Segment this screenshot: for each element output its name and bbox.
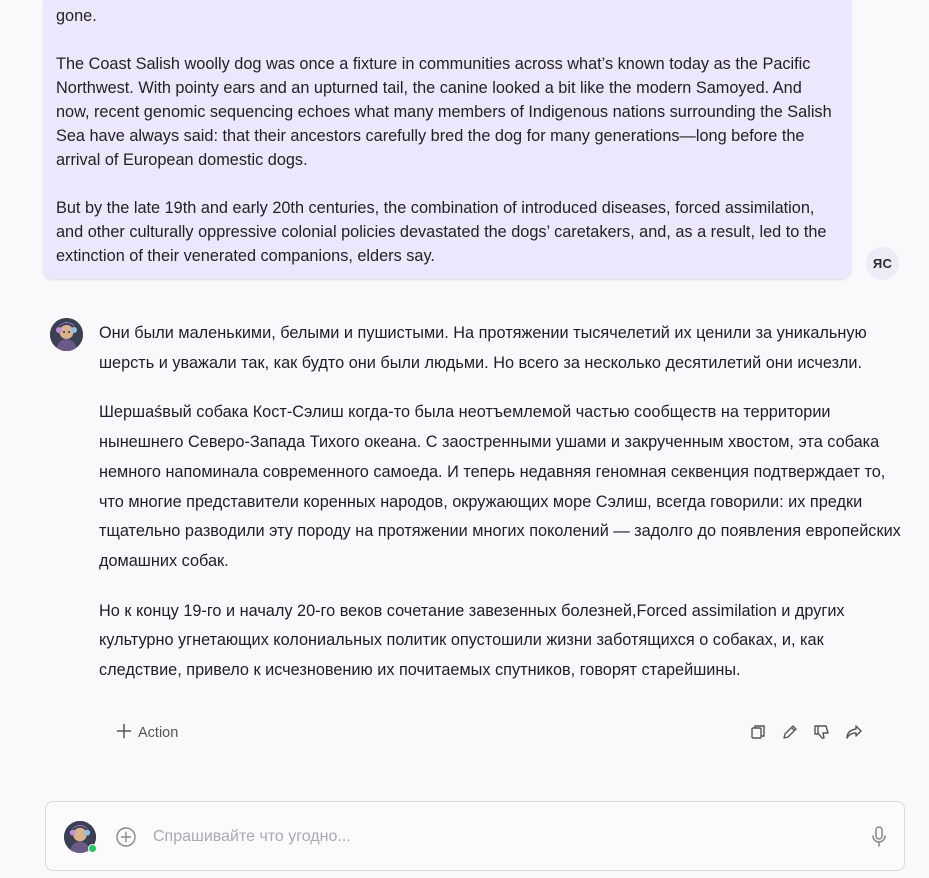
thumbs-down-icon[interactable] — [812, 721, 832, 743]
plus-icon — [116, 723, 132, 743]
assistant-message-paragraph: Шершаśвый собака Кост-Сэлиш когда-то была неотъемлемой частью сообществ на территории нынешнего Северо-Запада Тихого океана. С заостренными ушами и закрученным хвостом, эта собака немного напоминала современного самоеда. И теперь недавняя геномная секвенция подтверждает то, что многие представители коренных народов, окружающих море Сэлиш, всегда говорили: их предки тщательно разводили эту породу на протяжении многих поколений — задолго до появления европейских домашних собак. — [99, 403, 901, 570]
add-icon[interactable] — [115, 826, 137, 848]
edit-icon[interactable] — [780, 721, 800, 743]
user-avatar: ЯС — [866, 247, 899, 280]
online-status-dot — [88, 844, 97, 853]
user-message-bubble — [43, 0, 851, 279]
action-label: Action — [138, 725, 179, 741]
user-message-paragraph: The Coast Salish woolly dog was once a fixture in communities across what’s known today as the Pacific Northwest. With pointy ears and an upturned tail, the canine looked a bit like the modern Samoyed. And now, recent genomic sequencing echoes what many members of Indigenous nations surrounding the Salish Sea have always said: that their ancestors carefully bred the dog for many generations—long before the arrival of European domestic dogs. — [56, 55, 832, 169]
assistant-message-paragraph: Но к концу 19-го и началу 20-го веков сочетание завезенных болезней,Forced assimilation и других культурно угнетающих колониальных политик опустошили жизни заботящихся о собаках, и, как следствие, привело к исчезновению их почитаемых спутников, говорят старейшины. — [99, 601, 845, 680]
share-icon[interactable] — [844, 721, 864, 743]
composer — [45, 801, 905, 871]
message-toolbar — [748, 721, 864, 743]
assistant-message-paragraph: Они были маленькими, белыми и пушистыми. На протяжении тысячелетий их ценили за уникальную шерсть и уважали так, как будто они были людьми. Но всего за несколько десятилетий они исчезли. — [99, 324, 867, 372]
user-message-paragraph: But by the late 19th and early 20th centuries, the combination of introduced diseases, forced assimilation, and other culturally oppressive colonial policies devastated the dogs’ caretakers, and, as a result, led to the extinction of their venerated companions, elders say. — [56, 199, 827, 265]
chat-input[interactable] — [153, 824, 853, 850]
action-button[interactable] — [116, 722, 178, 744]
user-message-paragraph: gone. — [56, 7, 97, 25]
microphone-icon[interactable] — [870, 825, 888, 849]
copy-icon[interactable] — [748, 721, 768, 743]
assistant-avatar-icon — [50, 318, 83, 351]
assistant-message — [99, 319, 907, 686]
